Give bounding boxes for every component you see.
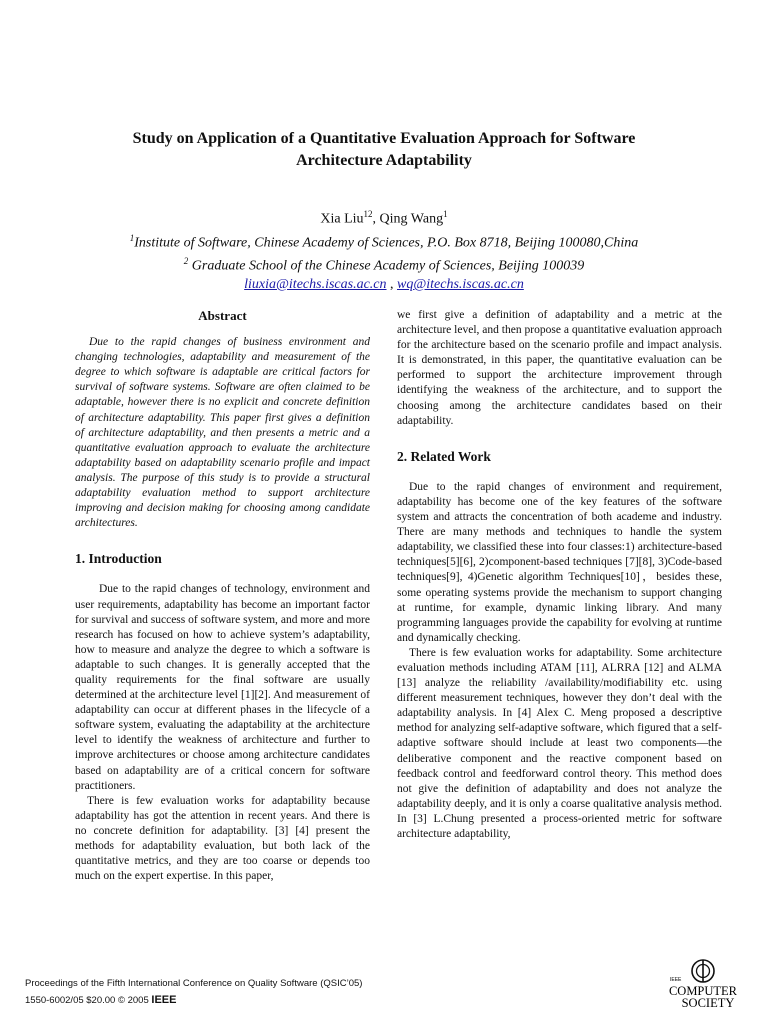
email-link-2[interactable]: wq@itechs.iscas.ac.cn	[397, 276, 524, 292]
paper-title	[60, 128, 708, 172]
title-line-1: Study on Application of a Quantitative Evaluation Approach for Software	[132, 130, 636, 147]
copyright-line: 1550-6002/05 $20.00 © 2005 IEEE	[25, 994, 177, 1006]
ieee-mark: IEEE	[151, 994, 177, 1006]
logo-line-1: COMPUTER	[668, 984, 738, 998]
title-line-2: Architecture Adaptability	[296, 152, 472, 169]
proceedings-line: Proceedings of the Fifth International Conference on Quality Software (QSIC’05)	[25, 978, 363, 989]
affiliation-2: $^2$ Graduate School of the Chinese Academy of Sciences, Beijing 100039	[183, 256, 585, 274]
intro-paragraph-2: There is few evaluation works for adaptability because adaptability has got the attention in recent years. And there is no concrete definition for adaptability. [3] [4] present the methods for adaptability evaluation, but both lack of the quantitative metrics, and they are too coarse or depends too much on the expert expertise. In this paper,	[75, 794, 370, 883]
abstract-text: Due to the rapid changes of business environment and changing technologies, adaptability and measurement of the degree to which software is adaptable are critical factors for survival of software systems. Software are often claimed to be adaptable, however there is no explicit and concrete definition of architecture adaptability. This paper first gives a definition of architecture adaptability, and then presents a metric and a quantitative evaluation approach to evaluate the architecture adaptability based on adaptability scenario profile and impact analysis. The purpose of this study is to provide a structural adaptability evaluation method to support architecture improving and decision making for choosing among candidate architectures.	[75, 336, 370, 530]
introduction-heading: 1. Introduction	[75, 551, 162, 567]
computer-society-logo-icon	[648, 958, 758, 1010]
logo-ieee-text: IEEE	[670, 977, 682, 983]
author-block	[40, 205, 728, 294]
emails: liuxia@itechs.iscas.ac.cn , wq@itechs.iscas.ac.cn	[244, 276, 524, 292]
related-paragraph-2: There is few evaluation works for adaptability. Some architecture evaluation methods including ATAM [11], ALRRA [12] and ALMA [13] analyze the reliability /availability/modifiability etc. using different measurement techniques, however they don’t deal with the adaptability analysis. In [4] Alex C. Meng proposed a descriptive method for analyzing self-adaptive software, which figured that a self-adaptive software should include at least two components—the deliberative component and the reactive component based on feedback control and feedforward control theory. This method does not give the definition of adaptability and does not analyze the adaptability deeply, and it is only a coarse qualitative analysis method. In [3] L.Chung presented a process-oriented metric for software architecture adaptability,	[397, 646, 722, 840]
email-link-1[interactable]: liuxia@itechs.iscas.ac.cn	[244, 276, 387, 292]
left-column	[75, 308, 370, 884]
logo-line-2: SOCIETY	[681, 996, 735, 1010]
continued-paragraph: we first give a definition of adaptability and a metric at the architecture level, and then propose a quantitative evaluation approach for the architecture based on the scenario profile and impact analysis. It is demonstrated, in this paper, the quantitative evaluation can be performed to support the architecture improvement through identifying the weakness of the architecture, and to support the choosing among the architecture candidates based on their adaptability.	[397, 309, 722, 427]
related-work-heading: 2. Related Work	[397, 448, 491, 464]
intro-paragraph-1: Due to the rapid changes of technology, environment and user requirements, adaptability has become an important factor for survival and success of software system, and more and more research has focused on how to achieve system’s adaptability, how to measure and analyze the degree to which a software is adaptable to such changes. It is generally accepted that the quality requirements for the final software are usually determined at the architecture level [1][2]. And measurement of adaptability can occur at different phases in the lifecycle of a software system, evaluating the adaptability at the architecture level to identify the weakness of architecture and further to improve architectures or choose among architecture candidates based on adaptability are of a critical concern for software practitioners.	[75, 583, 370, 792]
right-column	[397, 308, 722, 842]
abstract-heading: Abstract	[198, 308, 247, 323]
footer	[25, 975, 362, 1009]
affiliation-1: $^1$Institute of Software, Chinese Academy of Sciences, P.O. Box 8718, Beijing 100080,China	[129, 232, 639, 251]
author-names: Xia Liu$^{12}$, Qing Wang$^1$	[320, 209, 448, 227]
related-paragraph-1: Due to the rapid changes of environment and requirement, adaptability has become one of the key features of the software system and attracts the concentration of both academe and industry. There are many methods and techniques to handle the system adaptability, we classified these into four classes:1) architecture-based techniques[5][6], 2)component-based techniques [7][8], 3)Code-based techniques[9], 4)Genetic algorithm Techniques[10]，besides these, some operating systems provide the mechanism to support changing at runtime, for example, dynamic linking library. And many programming languages provide the capability for evolving at runtime and dynamically checking.	[397, 480, 722, 644]
